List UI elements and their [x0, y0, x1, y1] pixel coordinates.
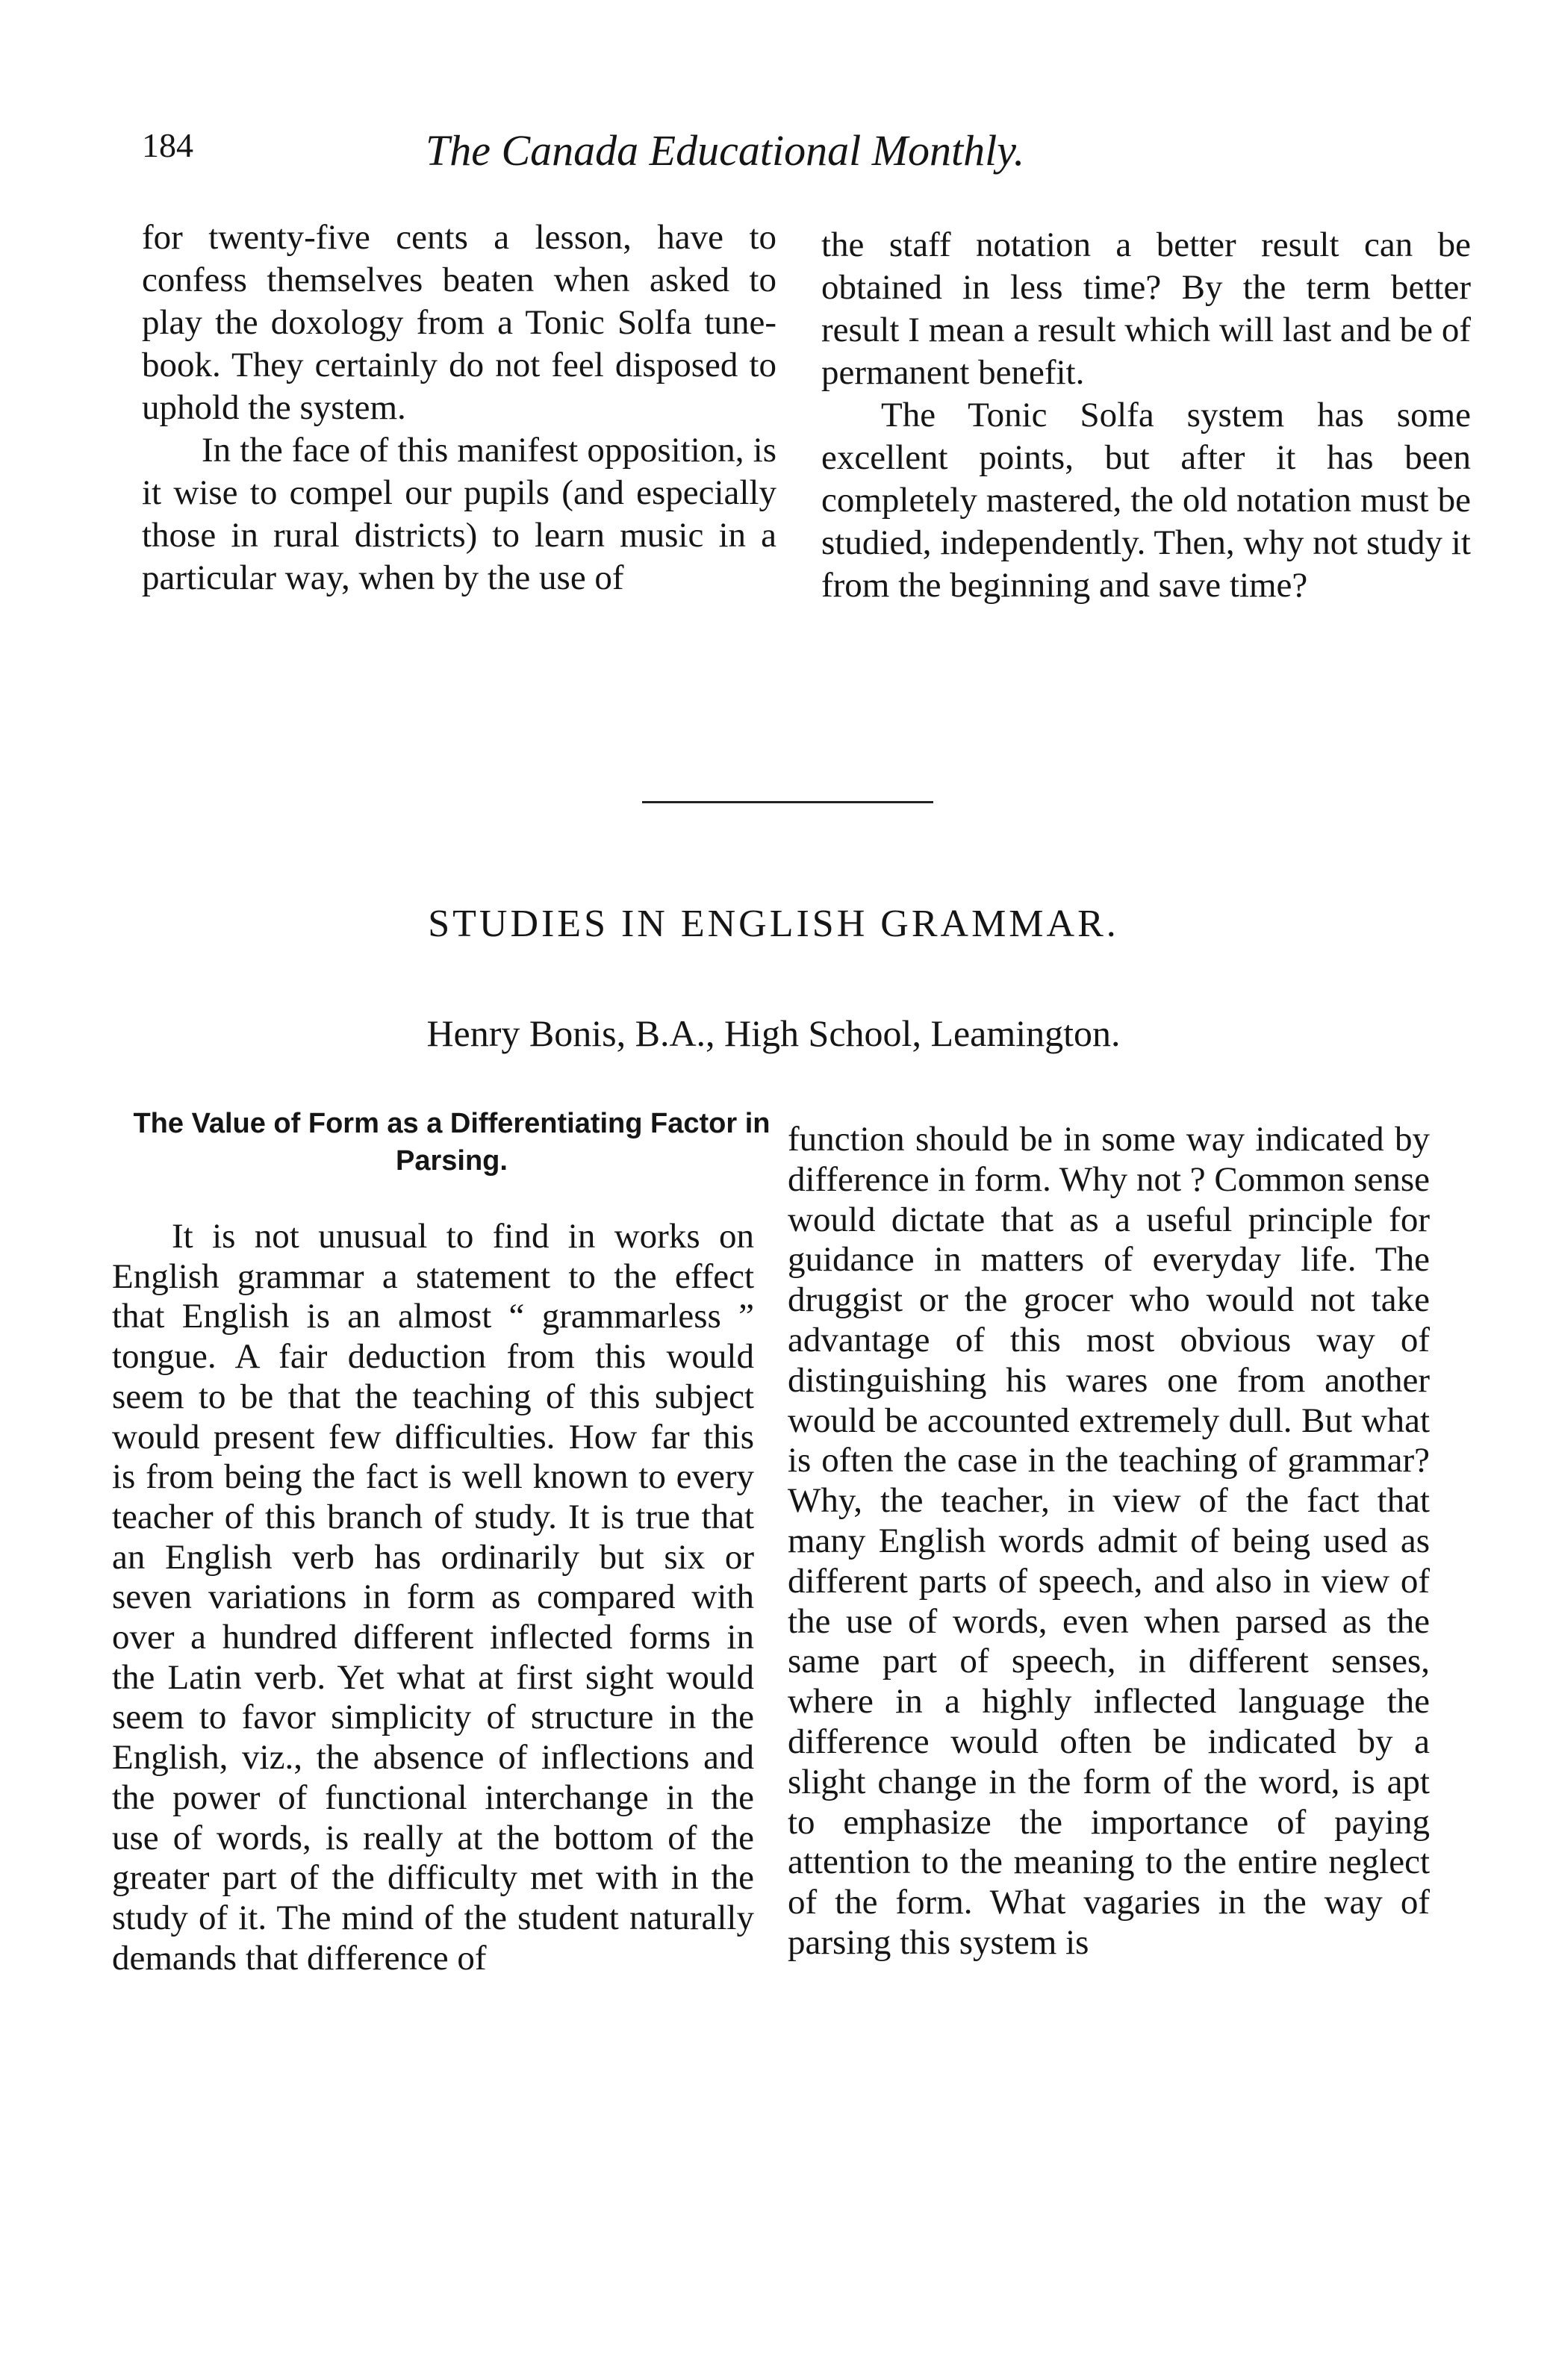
running-header-title: The Canada Educational Monthly. [426, 126, 1025, 175]
article-left-column [112, 1217, 754, 1978]
paragraph: for twenty-five cents a lesson, have to confess themselves beaten when asked to play the doxology from a Tonic Solfa tune-book. They certainly do not feel disposed to uphold the system. [142, 218, 776, 427]
paragraph: In the face of this manifest opposition, is it wise to compel our pupils (and especially those in rural districts) to learn music in a particular way, when by the use of [142, 431, 776, 597]
paragraph: The Tonic Solfa system has some excellent points, but after it has been completely mastered, the old notation must be studied, independently. Then, why not study it from the beginning and save time? [821, 396, 1471, 605]
section-divider [642, 801, 933, 803]
page-number: 184 [142, 126, 193, 164]
article-subheading: The Value of Form as a Differentiating Factor in Parsing. [133, 1108, 771, 1177]
continued-article-right-column [821, 224, 1471, 607]
article-right-column [788, 1120, 1430, 1963]
continued-article-left-column [142, 216, 776, 599]
article-byline: Henry Bonis, B.A., High School, Leamington. [426, 1012, 1121, 1054]
article-title: STUDIES IN ENGLISH GRAMMAR. [428, 903, 1119, 945]
paragraph: the staff notation a better result can be obtained in less time? By the term better result I mean a result which will last and be of permanent benefit. [821, 225, 1471, 392]
paragraph: function should be in some way indicated by difference in form. Why not ? Common sense would dictate that as a useful principle for guidance in matters of everyday life. The druggist or the grocer who would not take advantage of this most obvious way of distinguishing his wares one from another would be accounted extremely dull. But what is often the case in the teaching of grammar? Why, the teacher, in view of the fact that many English words admit of being used as different parts of speech, and also in view of the use of words, even when parsed as the same part of speech, in different senses, where in a highly inflected language the difference would often be indicated by a slight change in the form of the word, is apt to emphasize the importance of paying attention to the meaning to the entire neglect of the form. What vagaries in the way of parsing this system is [788, 1120, 1430, 1962]
paragraph: It is not unusual to find in works on English grammar a statement to the effect that English is an almost “ grammarless ” tongue. A fair deduction from this would seem to be that the teaching of this subject would present few difficulties. How far this is from being the fact is well known to every teacher of this branch of study. It is true that an English verb has ordinarily but six or seven variations in form as compared with over a hundred different inflected forms in the Latin verb. Yet what at first sight would seem to favor simplicity of structure in the English, viz., the absence of inflections and the power of functional interchange in the use of words, is really at the bottom of the greater part of the difficulty met with in the study of it. The mind of the student naturally demands that difference of [112, 1217, 754, 1978]
